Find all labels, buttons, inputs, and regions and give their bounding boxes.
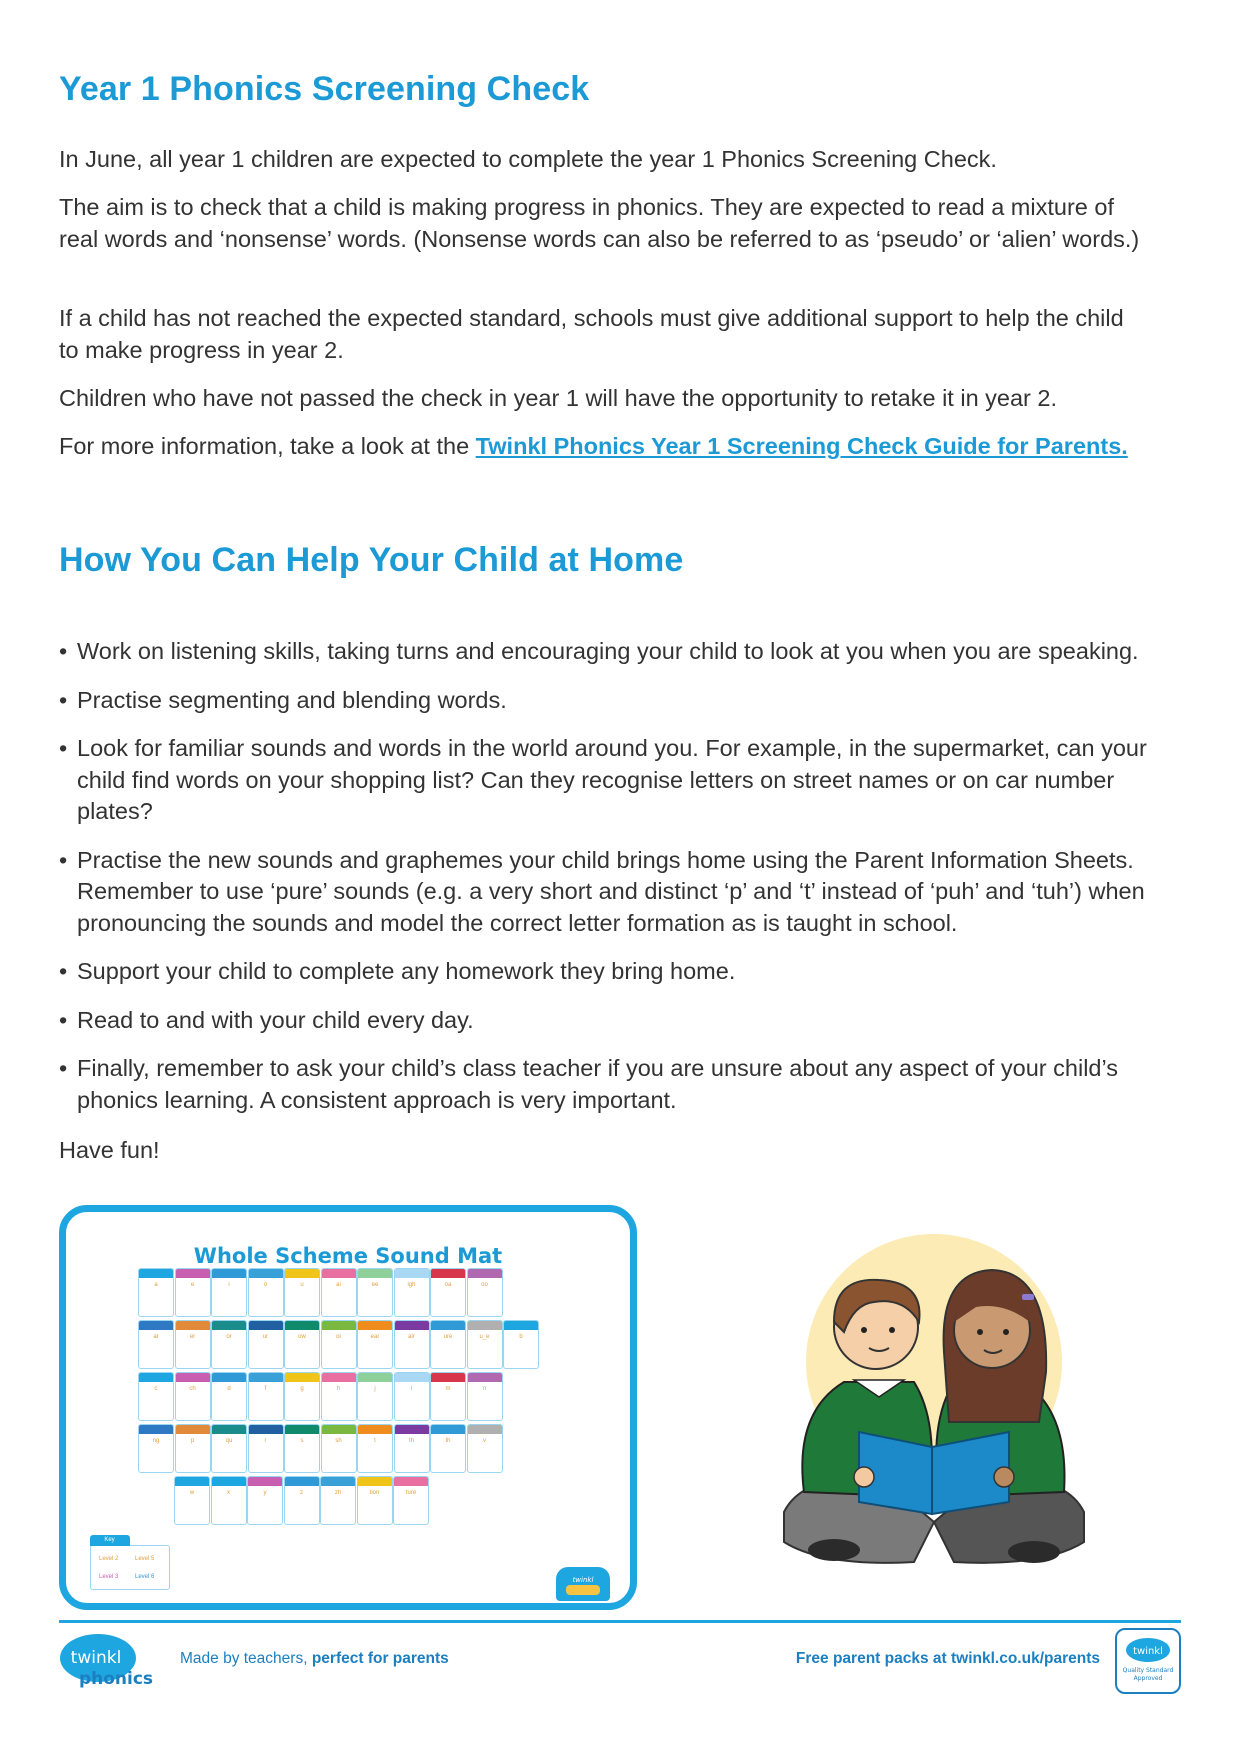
sound-card-label: u_e [479,1334,490,1340]
sound-card [321,1372,357,1421]
bullet-icon: • [59,1055,68,1081]
sound-card-label: l [410,1386,413,1392]
sound-card-label: qu [225,1438,233,1444]
svg-text:Approved: Approved [1133,1675,1163,1682]
sound-card [211,1424,247,1473]
sound-card [357,1424,393,1473]
sound-card [175,1320,211,1369]
sound-card-label: n [482,1386,487,1392]
sound-card-label: tion [369,1490,380,1496]
sound-card-label: f [264,1386,267,1392]
sound-card-label: o [263,1282,268,1288]
section-title-help-at-home: How You Can Help Your Child at Home [59,541,684,579]
sound-mat-key [90,1537,170,1590]
paragraph-retake: Children who have not passed the check in year 1 will have the opportunity to retake it in year 2. [59,385,1058,411]
sound-card-label: c [154,1386,158,1392]
section-title-screening-check: Year 1 Phonics Screening Check [59,70,590,108]
bullet-icon: • [59,958,68,984]
sound-card-label: t [374,1438,376,1444]
quality-standard-badge [1115,1628,1181,1694]
sound-card [138,1320,174,1369]
sound-card [211,1476,247,1525]
sound-card-label: r [264,1438,267,1444]
sound-card [284,1320,320,1369]
bullet-icon: • [59,1006,68,1033]
sound-card [138,1424,174,1473]
sound-card [211,1320,247,1369]
svg-text:phonics: phonics [78,1669,154,1689]
sound-card-label: ure [443,1334,453,1340]
list-item: • Support your child to complete any homework they bring home. [59,956,1194,988]
sound-card [430,1424,466,1473]
key-level-3: Level 3 [99,1574,119,1580]
sound-card-label: er [189,1334,196,1340]
sound-card [430,1320,466,1369]
bullet-icon: • [59,686,68,713]
sound-card-label: air [408,1334,415,1340]
sound-card-label: s [300,1438,304,1444]
children-reading-illustration [764,1222,1098,1580]
list-item: • Read to and with your child every day. [59,1005,1194,1037]
sound-card-label: w [189,1490,195,1496]
sound-card-label: v [483,1438,486,1444]
sound-card [321,1320,357,1369]
sound-card [357,1268,393,1317]
sound-card [320,1476,356,1525]
footer-divider [59,1620,1181,1623]
sound-card-label: oa [444,1282,452,1288]
sound-card [393,1476,429,1525]
list-item: • Practise the new sounds and graphemes your child brings home using the Parent Information Sheets. Remember to use ‘pure’ sounds (e.g. a very short and distinct ‘p’ and ‘t’ instead of ‘puh’ and ‘tuh’) when pronouncing the sounds and model the correct letter formation as is taught in school. [59,846,1145,936]
sound-card [175,1424,211,1473]
paragraph-more-info [59,430,1179,462]
sound-card-label: oi [336,1334,341,1340]
twinkl-phonics-logo-icon [58,1632,158,1696]
sound-card-label: b [519,1334,523,1340]
quality-badge-icon [1117,1630,1179,1692]
sound-card [211,1268,247,1317]
sound-card-label: ee [371,1282,379,1288]
sound-card [503,1320,539,1369]
sound-mat-title: Whole Scheme Sound Mat [193,1244,503,1268]
list-item: • Work on listening skills, taking turns and encouraging your child to look at you when you are speaking. [59,636,1194,668]
sound-card [394,1372,430,1421]
list-item: • Look for familiar sounds and words in the world around you. For example, in the supermarket, can your child find words on your shopping list? Can they recognise letters on street names or on car number plates? [59,735,1147,824]
sound-card [467,1372,503,1421]
bullet-icon: • [59,638,68,664]
sound-card [357,1372,393,1421]
list-item: • Practise segmenting and blending words. [59,685,1194,717]
sound-card-label: oo [481,1282,488,1288]
sound-card-label: ai [336,1282,341,1288]
paragraph-support: If a child has not reached the expected standard, schools must give additional support to help the child to make progress in year 2. [59,305,1124,363]
sound-card [211,1372,247,1421]
sound-card [284,1424,320,1473]
sound-card-label: igh [407,1282,416,1288]
paragraph-aim: The aim is to check that a child is making progress in phonics. They are expected to read a mixture of real words and ‘nonsense’ words. (Nonsense words can also be referred to as ‘pseudo’ or ‘alien’ words.) [59,194,1140,252]
sound-card [175,1372,211,1421]
sound-card-label: e [190,1282,195,1288]
key-level-5: Level 5 [135,1556,155,1562]
sound-card-label: th [445,1438,451,1444]
sound-card-label: zh [334,1490,342,1496]
more-info-text: For more information, take a look at the [59,433,476,459]
sound-card-label: or [226,1334,232,1340]
sound-card-label: th [408,1438,414,1444]
sound-card-label: a [154,1282,158,1288]
sound-card [248,1320,284,1369]
sound-card [357,1320,393,1369]
sound-card-label: h [336,1386,341,1392]
paragraph-intro: In June, all year 1 children are expected to complete the year 1 Phonics Screening Check. [59,146,997,172]
sound-card-label: ow [298,1334,306,1340]
sound-card-label: z [300,1490,303,1496]
sound-card [357,1476,393,1525]
key-level-6: Level 6 [135,1574,155,1580]
sound-card [467,1320,503,1369]
sound-card-label: ur [262,1334,269,1340]
footer-tagline: Made by teachers, perfect for parents [180,1650,449,1667]
bullet-icon: • [59,846,68,873]
bullet-icon: • [59,735,68,761]
svg-text:twinkl: twinkl [1133,1646,1163,1657]
sound-card [467,1424,503,1473]
screening-guide-link[interactable]: Twinkl Phonics Year 1 Screening Check Guide for Parents. [475,433,1128,459]
sound-card-label: j [374,1386,376,1392]
sound-card [284,1476,320,1525]
sound-card [321,1268,357,1317]
sound-card [138,1268,174,1317]
sound-card-label: m [445,1386,451,1392]
twinkl-phonics-small-logo-icon [556,1567,610,1601]
sound-card [321,1424,357,1473]
sound-mat-image [59,1205,637,1610]
svg-text:twinkl: twinkl [70,1648,122,1668]
sound-card-label: ture [405,1490,417,1496]
svg-text:Quality Standard: Quality Standard [1122,1667,1174,1674]
sound-card [430,1372,466,1421]
sound-card-label: g [300,1386,304,1392]
sound-card-label: y [263,1490,267,1496]
sound-card-label: x [227,1490,230,1496]
sound-card [467,1268,503,1317]
sound-mat-logo [556,1567,610,1601]
sound-card-label: ng [152,1438,160,1444]
key-level-2: Level 2 [99,1556,119,1562]
svg-text:twinkl: twinkl [572,1576,594,1584]
sound-card-label: p [190,1438,195,1444]
sound-card [248,1424,284,1473]
sound-card [284,1268,320,1317]
sound-card-label: sh [335,1438,342,1444]
sound-card [394,1268,430,1317]
sound-card-label: d [227,1386,231,1392]
help-tips-list [59,636,1194,1133]
closing-text: Have fun! [59,1137,160,1163]
sound-card [174,1476,210,1525]
footer-parent-packs-link[interactable]: Free parent packs at twinkl.co.uk/parents [795,1650,1100,1667]
sound-card [430,1268,466,1317]
sound-card-label: ch [189,1386,196,1392]
sound-card-label: u [300,1282,304,1288]
sound-card [284,1372,320,1421]
sound-card [138,1372,174,1421]
sound-card-label: ear [370,1334,380,1340]
sound-card [247,1476,283,1525]
list-item: • Finally, remember to ask your child’s class teacher if you are unsure about any aspect of your child’s phonics learning. A consistent approach is very important. [59,1055,1119,1113]
sound-card [248,1268,284,1317]
sound-card-label: i [228,1282,230,1288]
sound-card [175,1268,211,1317]
sound-card [394,1320,430,1369]
key-label: Key [90,1535,130,1546]
sound-card-label: ar [153,1334,159,1340]
sound-card [394,1424,430,1473]
sound-card [248,1372,284,1421]
